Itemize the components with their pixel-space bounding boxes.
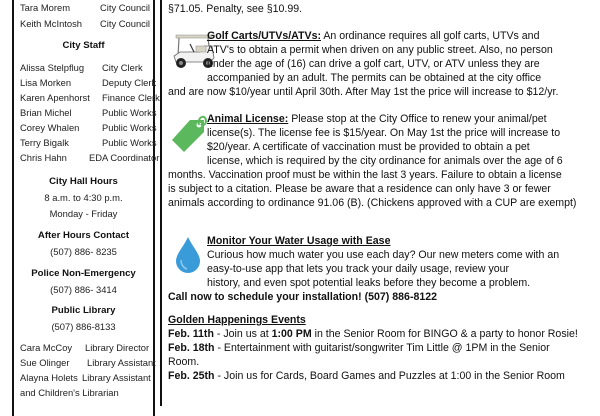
event-item: Feb. 18th - Entertainment with guitarist/songwriter Tim Little @ 1PM in the Senior (168, 342, 550, 354)
staff-row: Alissa Stelpflug City Clerk (20, 62, 143, 73)
golf-title: Golf Carts/UTVs/ATVs: (207, 30, 321, 42)
staff-row: Chris Hahn EDA Coordinator (20, 152, 160, 163)
library-heading: Public Library (51, 305, 116, 316)
staff-row: Brian Michel Public Works (20, 107, 157, 118)
water-cta: Call now to schedule your installation! (507) 886-8122 (168, 291, 438, 303)
main-content (160, 0, 600, 406)
animal-line-4: license, which is required by the city ordinance for animals over the age of 6 (207, 155, 563, 167)
hours-days: Monday - Friday (49, 208, 118, 219)
golf-line-4: accompanied by an adult. The permits can be obtained at the city office (207, 72, 542, 84)
police-phone: (507) 886- 3414 (50, 284, 117, 295)
golf-line-3: under the age of (16) can drive a golf cart, UTV, or ATV unless they are (207, 58, 540, 70)
water-title: Monitor Your Water Usage with Ease (207, 235, 391, 247)
events-title: Golden Happenings Events (168, 314, 306, 326)
staff-heading: City Staff (62, 40, 105, 51)
animal-line-1: Animal License: Please stop at the City Office to renew your animal/pet (207, 113, 547, 125)
ordinance-line: §71.05. Penalty, see §10.99. (168, 3, 303, 15)
after-hours-heading: After Hours Contact (37, 230, 130, 241)
water-line-3: history, and even spot potential leaks before they become a problem. (207, 277, 531, 289)
golf-line-5: and are now $10/year until April 30th. After May 1st the price will increase to $12/yr. (168, 86, 559, 98)
after-hours-phone: (507) 886- 8235 (50, 246, 117, 257)
golf-line-2: ATV's to obtain a permit when driven on any public street. Also, no person (207, 44, 553, 56)
event-item-cont: Room. (168, 356, 200, 368)
water-line-1: Curious how much water you use each day? Our new meters come with an (207, 249, 560, 261)
animal-line-3: $20/year. A certificate of vaccination must be provided to obtain a pet (207, 141, 530, 153)
staff-row: Corey Whalen Public Works (20, 122, 157, 133)
tag-icon (170, 114, 210, 156)
library-staff-row: Cara McCoy Library Director (20, 342, 150, 353)
staff-row: Terry Bigalk Public Works (20, 137, 157, 148)
library-staff-row: Sue Olinger Library Assistant (20, 357, 156, 368)
library-staff-extra: and Children's Librarian (20, 387, 119, 398)
sidebar-directory (12, 0, 160, 416)
library-staff-row: Alayna Holets Library Assistant (20, 372, 151, 383)
staff-row: Karen Apenhorst Finance Clerk (20, 92, 160, 103)
animal-line-5: months. Vaccination proof must be within the last 3 years. Failure to obtain a license (168, 169, 562, 181)
event-item: Feb. 11th - Join us at 1:00 PM in the Senior Room for BINGO & a party to honor Rosie! (168, 328, 578, 340)
hours-heading: City Hall Hours (49, 176, 118, 187)
hours-time: 8 a.m. to 4:30 p.m. (44, 192, 123, 203)
council-row: Tara Morem City Council (20, 2, 151, 13)
water-line-2: easy-to-use app that lets you track your daily usage, review your (207, 263, 510, 275)
golf-line-1: Golf Carts/UTVs/ATVs: An ordinance requires all golf carts, UTVs and (207, 30, 540, 42)
animal-line-6: is subject to a citation. Please be aware that a residence can only have 3 or fewer (168, 183, 551, 195)
library-phone: (507) 886-8133 (51, 321, 116, 332)
animal-title: Animal License: (207, 113, 289, 125)
council-row: Keith McIntosh City Council (20, 18, 151, 29)
police-heading: Police Non-Emergency (31, 268, 136, 279)
animal-line-7: animals according to ordinance 91.06 (B). (Chickens approved with a CUP are exempt) (168, 197, 577, 209)
event-item: Feb. 25th - Join us for Cards, Board Games and Puzzles at 1:00 in the Senior Room (168, 370, 565, 382)
animal-line-2: license(s). The license fee is $15/year. On May 1st the price will increase to (207, 127, 561, 139)
staff-row: Lisa Morken Deputy Clerk (20, 77, 157, 88)
water-drop-icon (174, 236, 202, 274)
